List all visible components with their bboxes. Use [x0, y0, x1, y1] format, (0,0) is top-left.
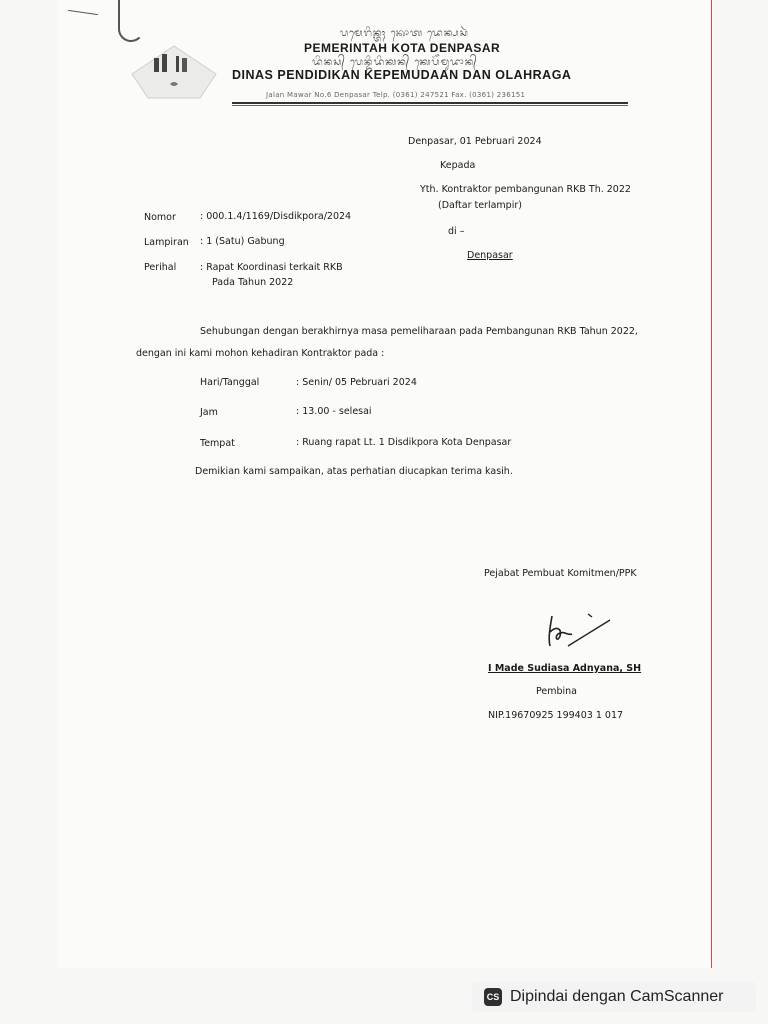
camscanner-logo-icon: CS	[484, 988, 502, 1006]
detail-value-place: : Ruang rapat Lt. 1 Disdikpora Kota Denpasar	[296, 437, 512, 448]
org-name-agency: DINAS PENDIDIKAN KEPEMUDAAN DAN OLAHRAGA	[232, 68, 572, 82]
recipient-note: (Daftar terlampir)	[438, 200, 522, 211]
body-line-2: dengan ini kami mohon kehadiran Kontraktor pada :	[136, 348, 385, 359]
handwritten-signature	[538, 608, 618, 658]
detail-label-place: Tempat	[200, 438, 235, 449]
balinese-header-line-1: ᬧᬫᬾᬭᬶᬦ᭄ᬢᬄ ᬓᭀᬢ ᬤᬾᬦ᭄ᬧᬲᬃ	[340, 28, 469, 39]
to-label: Kepada	[440, 160, 476, 171]
closing-sentence: Demikian kami sampaikan, atas perhatian diucapkan terima kasih.	[195, 466, 513, 477]
scan-red-margin-line	[711, 0, 712, 968]
detail-value-time: : 13.00 - selesai	[296, 406, 372, 417]
meta-value-subject: : Rapat Koordinasi terkait RKB	[200, 262, 343, 273]
meta-label-subject: Perihal	[144, 262, 177, 273]
camscanner-label: Dipindai dengan CamScanner	[510, 988, 724, 1005]
meta-label-number: Nomor	[144, 212, 176, 223]
camscanner-watermark	[472, 982, 756, 1012]
signatory-nip: NIP.19670925 199403 1 017	[488, 710, 624, 721]
city-emblem-logo	[126, 44, 222, 100]
letterhead-divider-thick	[232, 102, 628, 104]
signatory-name: I Made Sudiasa Adnyana, SH	[488, 663, 642, 674]
meta-value-number: : 000.1.4/1169/Disdikpora/2024	[200, 211, 352, 222]
pen-mark-curve	[118, 0, 144, 42]
detail-label-time: Jam	[200, 407, 218, 418]
signatory-position: Pejabat Pembuat Komitmen/PPK	[484, 568, 637, 579]
subject-line-2: Pada Tahun 2022	[212, 277, 294, 288]
place-date: Denpasar, 01 Pebruari 2024	[408, 136, 542, 147]
document-page	[58, 0, 714, 968]
agency-address: Jalan Mawar No.6 Denpasar Telp. (0361) 247521 Fax. (0361) 236151	[266, 91, 526, 99]
signatory-rank: Pembina	[536, 686, 578, 697]
recipient-city: Denpasar	[467, 250, 513, 261]
detail-label-day-date: Hari/Tanggal	[200, 377, 260, 388]
org-name-government: PEMERINTAH KOTA DENPASAR	[304, 41, 501, 55]
detail-value-day-date: : Senin/ 05 Pebruari 2024	[296, 377, 417, 388]
meta-label-attachment: Lampiran	[144, 237, 189, 248]
recipient: Yth. Kontraktor pembangunan RKB Th. 2022	[420, 184, 631, 195]
at-label: di –	[448, 226, 465, 237]
balinese-header-line-2: ᬤᬶᬦᬲ᭄ ᬧᬾᬦ᭄ᬤᬶᬤᬶᬓᬦ᭄ ᬓᬾᬧᭂᬫᬸᬤᬵᬦ᭄	[312, 57, 478, 68]
letterhead-divider-thin	[232, 105, 628, 106]
meta-value-attachment: : 1 (Satu) Gabung	[200, 236, 285, 247]
body-line-1: Sehubungan dengan berakhirnya masa pemeliharaan pada Pembangunan RKB Tahun 2022,	[200, 326, 638, 337]
